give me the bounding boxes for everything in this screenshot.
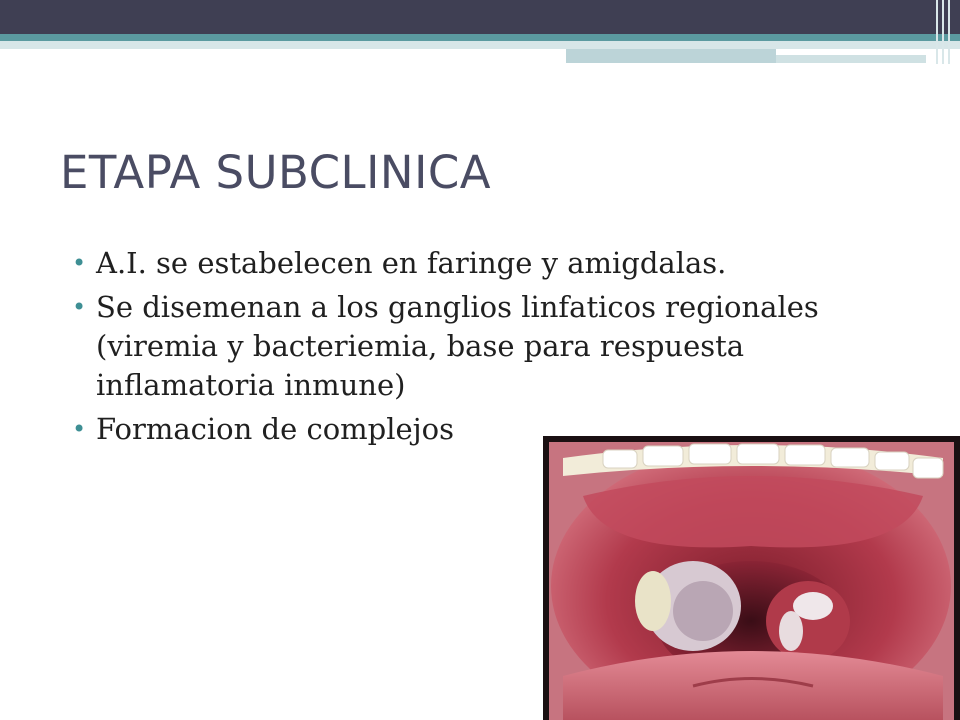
header-decor-line bbox=[942, 0, 944, 64]
bullet-item bbox=[72, 288, 902, 405]
header-bar bbox=[0, 0, 960, 34]
bullet-text: A.I. se estabelecen en faringe y amigdalas. bbox=[96, 246, 727, 280]
header-accent-tail bbox=[776, 55, 926, 63]
bullet-dot-icon: • bbox=[72, 293, 87, 321]
bullet-text: Formacion de complejos bbox=[96, 412, 454, 446]
bullet-dot-icon: • bbox=[72, 249, 87, 277]
header-accent-line bbox=[0, 34, 960, 41]
header-accent-block bbox=[566, 49, 776, 63]
bullet-list bbox=[72, 244, 902, 454]
slide-title: ETAPA SUBCLINICA bbox=[60, 146, 492, 199]
bullet-dot-icon: • bbox=[72, 415, 87, 443]
throat-photo-drawing bbox=[543, 436, 960, 720]
bullet-item bbox=[72, 244, 902, 283]
throat-photo bbox=[543, 436, 960, 720]
header-decor-line bbox=[948, 0, 950, 64]
header-light-strip bbox=[0, 41, 960, 49]
bullet-text: Se disemenan a los ganglios linfaticos regionales (viremia y bacteriemia, base para respuesta inflamatoria inmune) bbox=[96, 290, 819, 402]
header-decor-line bbox=[936, 0, 938, 64]
